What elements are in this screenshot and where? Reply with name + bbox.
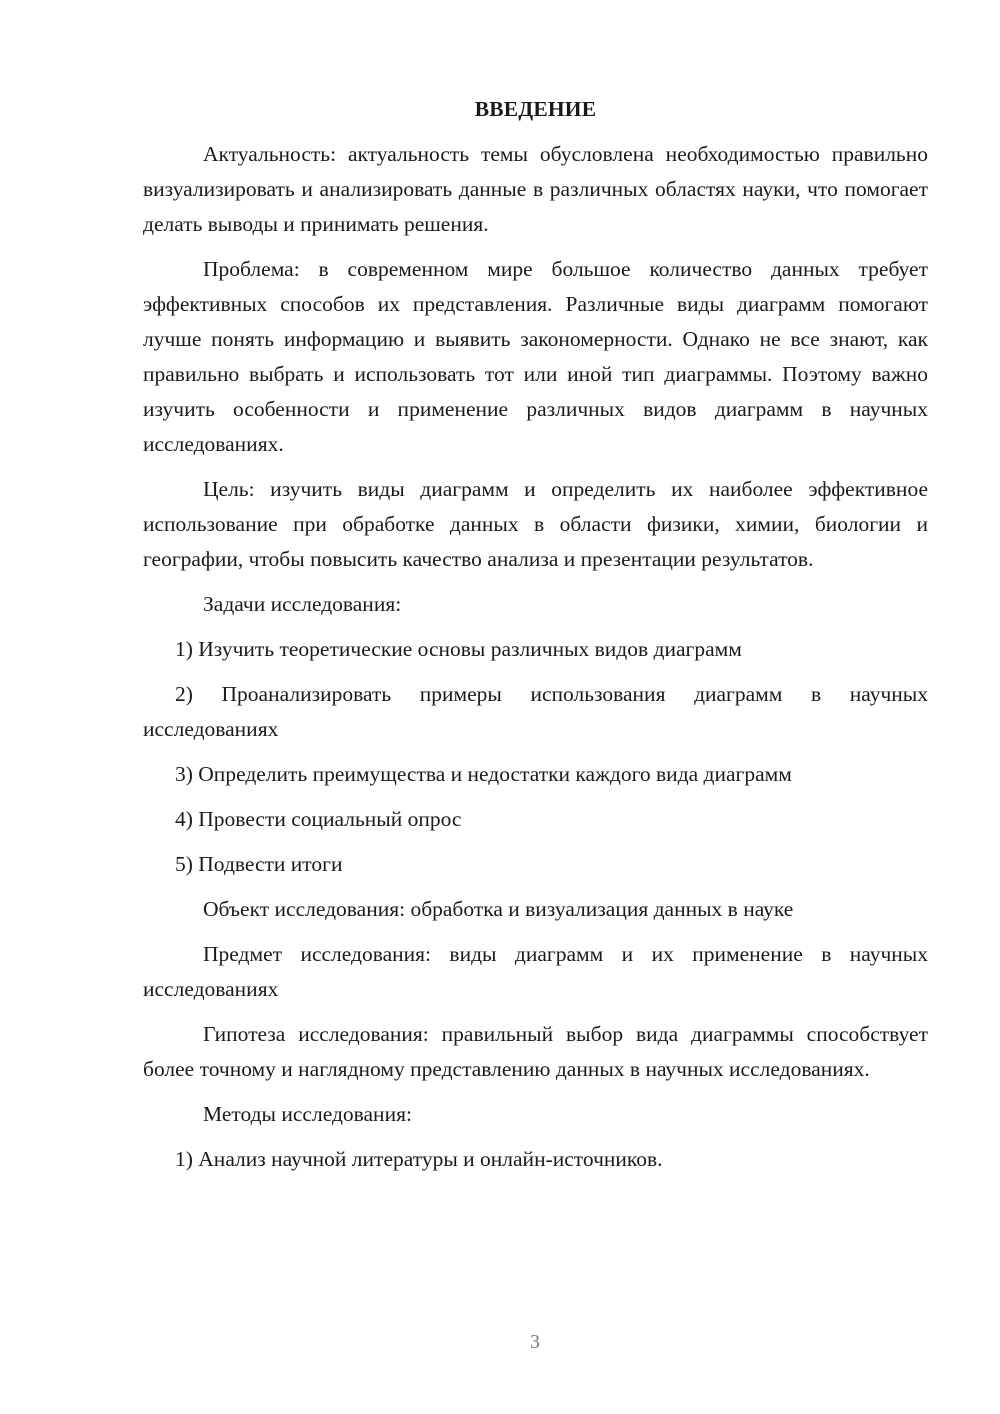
paragraph-object: Объект исследования: обработка и визуализация данных в науке — [203, 897, 794, 921]
paragraph-tasks-heading: Задачи исследования: — [203, 592, 402, 616]
paragraph-subject: Предмет исследования: виды диаграмм и их применение в научных исследованиях — [143, 942, 928, 1001]
document-page — [143, 92, 928, 1187]
task-item: 3) Определить преимущества и недостатки каждого вида диаграмм — [175, 762, 792, 786]
task-item: 4) Провести социальный опрос — [175, 807, 462, 831]
task-item: 2) Проанализировать примеры использования диаграмм в научных исследованиях — [143, 682, 928, 741]
paragraph-hypothesis: Гипотеза исследования: правильный выбор вида диаграммы способствует более точному и наглядному представлению данных в научных исследованиях. — [143, 1022, 928, 1081]
paragraph-problem: Проблема: в современном мире большое количество данных требует эффективных способов их представления. Различные виды диаграмм помогают лучше понять информацию и выявить закономерности. Однако не все знают, как правильно выбрать и использовать тот или иной тип диаграммы. Поэтому важно изучить особенности и применение различных видов диаграмм в научных исследованиях. — [143, 257, 928, 456]
page-title: ВВЕДЕНИЕ — [474, 97, 597, 121]
page-number: 3 — [530, 1331, 540, 1353]
task-item: 5) Подвести итоги — [175, 852, 343, 876]
method-item: 1) Анализ научной литературы и онлайн-источников. — [175, 1147, 663, 1171]
paragraph-goal: Цель: изучить виды диаграмм и определить их наиболее эффективное использование при обработке данных в области физики, химии, биологии и географии, чтобы повысить качество анализа и презентации результатов. — [143, 477, 928, 571]
paragraph-relevance: Актуальность: актуальность темы обусловлена необходимостью правильно визуализировать и анализировать данные в различных областях науки, что помогает делать выводы и принимать решения. — [143, 142, 928, 236]
task-item: 1) Изучить теоретические основы различных видов диаграмм — [175, 637, 742, 661]
paragraph-methods-heading: Методы исследования: — [203, 1102, 412, 1126]
